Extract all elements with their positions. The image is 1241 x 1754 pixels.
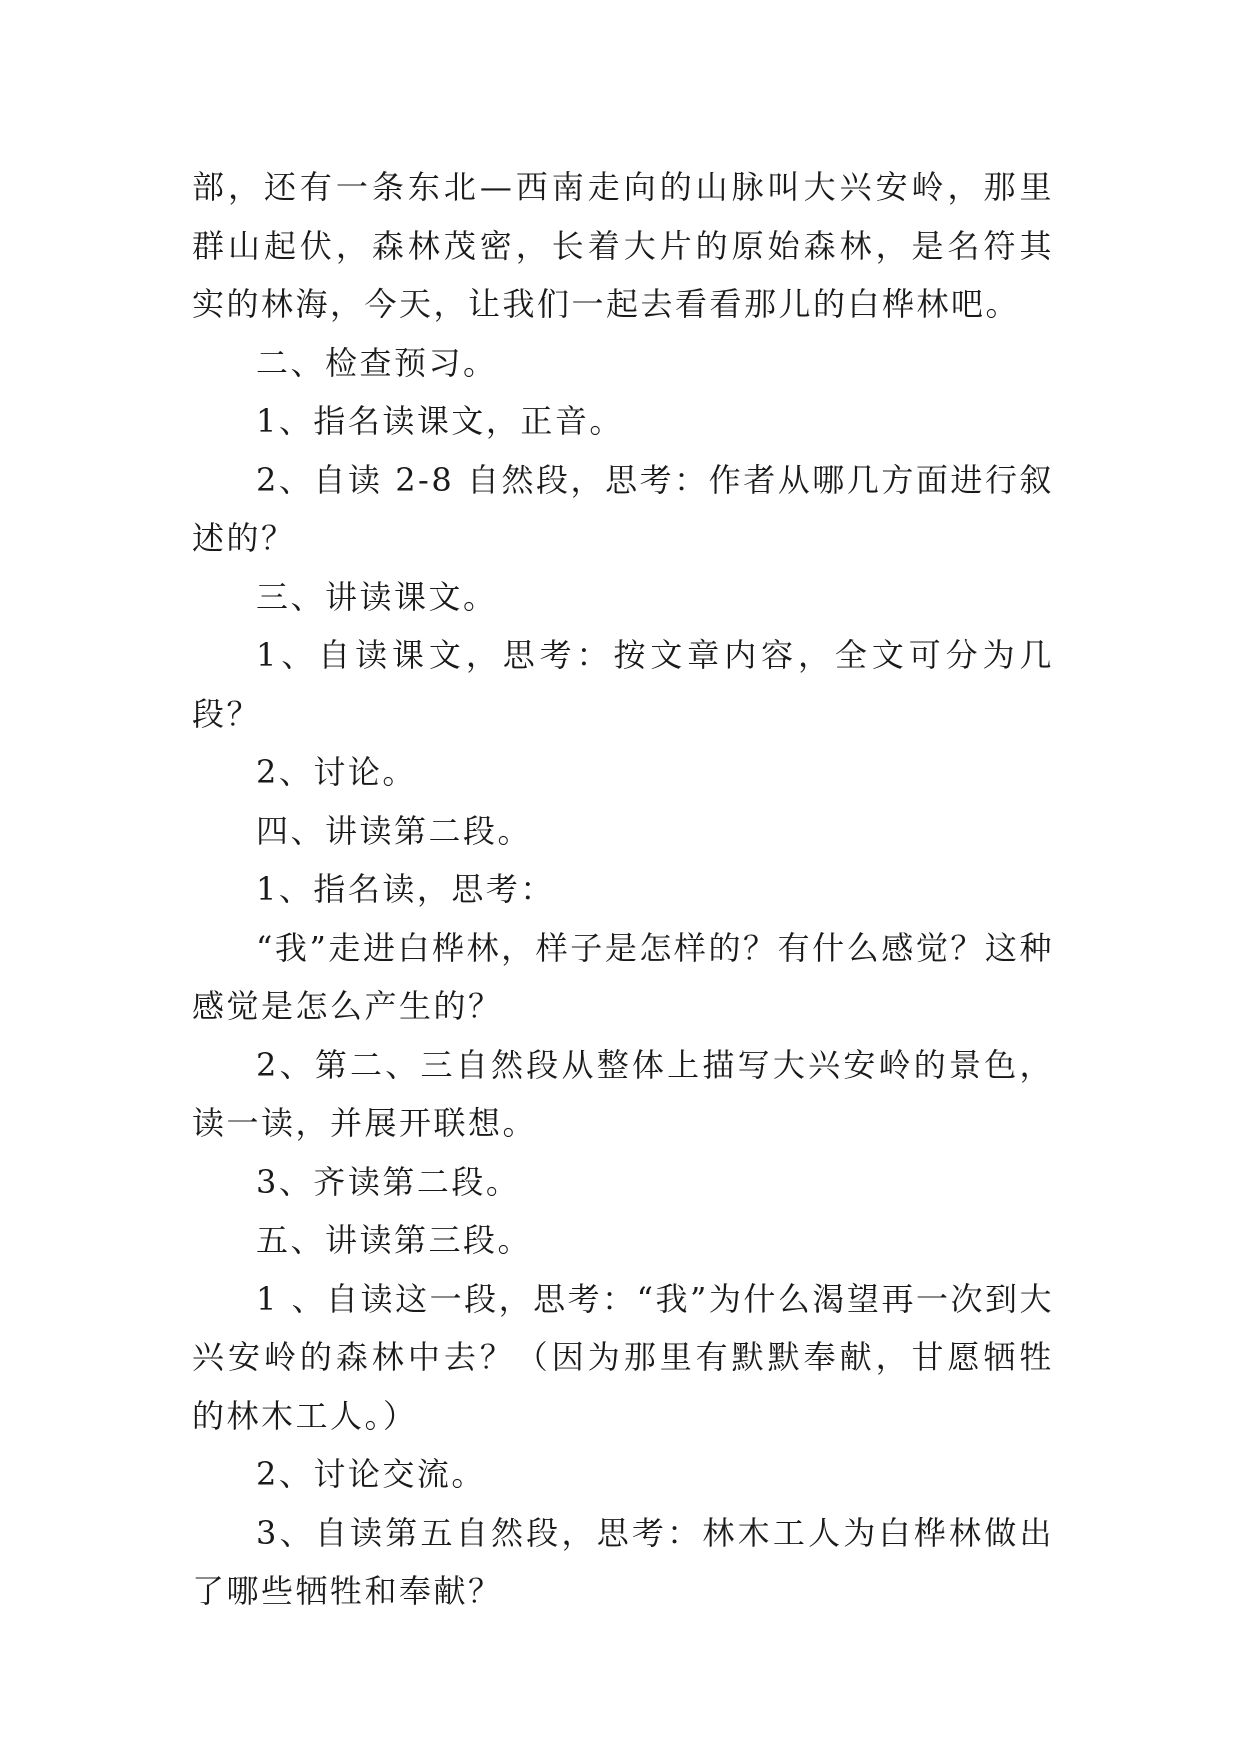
paragraph: 1、指名读课文，正音。 [256,402,624,440]
section-heading: 五、讲读第三段。 [256,1221,533,1259]
paragraph: 1、自读课文，思考：按文章内容，全文可分为几段？ [192,636,1054,733]
paragraph: “我”走进白桦林，样子是怎样的？有什么感觉？这种感觉是怎么产生的？ [192,928,1054,1025]
section-heading: 二、检查预习。 [256,343,498,382]
paragraph: 2、讨论。 [256,753,417,791]
section-heading: 三、讲读课文。 [256,577,498,616]
paragraph: 3、齐读第二段。 [256,1162,521,1201]
paragraph: 2、讨论交流。 [256,1455,486,1493]
paragraph: 2、自读 2-8 自然段，思考：作者从哪几方面进行叙述的？ [192,460,1054,557]
paragraph: 部，还有一条东北—西南走向的山脉叫大兴安岭，那里群山起伏，森林茂密，长着大片的原始森林，是名符其实的林海，今天，让我们一起去看看那儿的白桦林吧。 [192,168,1054,323]
paragraph: 2、第二、三自然段从整体上描写大兴安岭的景色，读一读，并展开联想。 [192,1045,1054,1142]
section-heading: 四、讲读第二段。 [256,811,533,850]
document-body [192,158,1054,1621]
paragraph: 1 、自读这一段，思考：“我”为什么渴望再一次到大兴安岭的森林中去？（因为那里有默默奉献，甘愿牺牲的林木工人。） [192,1279,1054,1435]
paragraph: 1、指名读，思考： [256,870,555,908]
paragraph: 3、自读第五自然段，思考：林木工人为白桦林做出了哪些牺牲和奉献？ [192,1513,1054,1610]
